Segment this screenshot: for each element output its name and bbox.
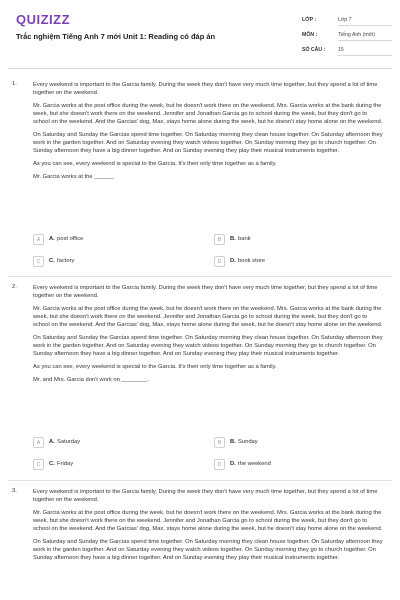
option-letter: C. [49,258,55,264]
question-passage [33,81,385,186]
option-badge: B [214,437,225,448]
passage-paragraph: On Saturday and Sunday the Garcias spend time together. On Saturday morning they clean house together. On Saturday afternoon they work in the garden together. And on Saturday evening they watch videos together. On Sunday morning they go to church together. On Sunday afternoon they have a big dinner together. And on Sunday evening they play their musical instruments together. [33,335,383,357]
option-text: Saturday [57,439,81,445]
quizizz-logo: QUIZIZZ [16,12,71,27]
meta-subject-value: Tiếng Anh (mới) [338,32,375,38]
option-text: post office [57,236,84,242]
meta-class-value: Lớp 7 [338,17,352,23]
option-badge: D [214,256,225,267]
header-divider [8,68,392,69]
passage-paragraph: As you can see, every weekend is special to the Garcia. It's their only time together as a family. [33,364,277,370]
passage-paragraph: Every weekend is important to the Garcia family. During the week they don't have very much time together, but they spend a lot of time together on the weekend. [33,489,378,503]
question-separator [8,480,392,481]
option-letter: B. [230,236,236,242]
option-text: bank [238,236,251,242]
option-badge: C [33,256,44,267]
passage-paragraph: Mr. Garcia works at the post office during the week, but he doesn't work there on the weekend. Mrs. Garcia works at the bank during the week, but she doesn't work there on the weekend. Jennifer and Jonathan Garcia go to school during the week, but they don't go to school on the weekend. And the Garcias' dog, Max, stays home alone during the week, but he doesn't stay home alone on the weekend. [33,510,383,532]
option-letter: B. [230,439,236,445]
passage-paragraph: Mr. Garcia works at the post office during the week, but he doesn't work there on the weekend. Mrs. Garcia works at the bank during the week, but she doesn't work there on the weekend. Jennifer and Jonathan Garcia go to school during the week, but they don't go to school on the weekend. And the Garcias' dog, Max, stays home alone during the week, but he doesn't stay home alone on the weekend. [33,306,383,328]
passage-paragraph: On Saturday and Sunday the Garcias spend time together. On Saturday morning they clean house together. On Saturday afternoon they work in the garden together. And on Saturday evening they watch videos together. On Sunday morning they go to church together. On Sunday afternoon they have a big dinner together. And on Sunday evening they play their musical instruments together. [33,132,383,154]
option-letter: D. [230,258,236,264]
question-number: 3. [12,488,17,494]
option-letter: A. [49,439,55,445]
option-letter: D. [230,461,236,467]
meta-count-value: 15 [338,47,344,53]
option-badge: A [33,234,44,245]
passage-paragraph: Every weekend is important to the Garcia family. During the week they don't have very much time together, but they spend a lot of time together on the weekend. [33,82,378,96]
question-prompt: Mr. Garcia works at the ______ [33,174,114,180]
passage-paragraph: Mr. Garcia works at the post office during the week, but he doesn't work there on the weekend. Mrs. Garcia works at the bank during the week, but she doesn't work there on the weekend. Jennifer and Jonathan Garcia go to school during the week, but they don't go to school on the weekend. And the Garcias' dog, Max, stays home alone during the week, but he doesn't stay home alone on the weekend. [33,103,383,125]
passage-paragraph: As you can see, every weekend is special to the Garcia. It's their only time together as a family. [33,161,277,167]
option-badge: D [214,459,225,470]
option-text: Friday [57,461,74,467]
option-letter: C. [49,461,55,467]
question-number: 2. [12,284,17,290]
option-text: the weekend [238,461,271,467]
question-passage [33,284,385,389]
passage-paragraph: On Saturday and Sunday the Garcias spend time together. On Saturday morning they clean house together. On Saturday afternoon they work in the garden together. And on Saturday evening they watch videos together. On Sunday morning they go to church together. On Sunday afternoon they have a big dinner together. And on Sunday evening they play their musical instruments together. [33,539,383,561]
option-badge: B [214,234,225,245]
worksheet-header [0,0,400,64]
option-badge: C [33,459,44,470]
option-text: factory [57,258,75,264]
option-letter: A. [49,236,55,242]
question-prompt: Mr. and Mrs. Garcia don't work on ________. [33,377,149,383]
option-badge: A [33,437,44,448]
question-separator [8,276,392,277]
question-number: 1. [12,81,17,87]
worksheet-title: Trắc nghiệm Tiếng Anh 7 mới Unit 1: Reading có đáp án [16,32,216,41]
option-text: Sunday [238,439,258,445]
meta-count-key: SỐ CÂU : [302,47,326,53]
passage-paragraph: Every weekend is important to the Garcia family. During the week they don't have very much time together, but they spend a lot of time together on the weekend. [33,285,378,299]
meta-subject-key: MÔN : [302,32,318,38]
option-text: book store [238,258,266,264]
question-passage [33,488,385,567]
meta-class-key: LỚP : [302,17,317,23]
